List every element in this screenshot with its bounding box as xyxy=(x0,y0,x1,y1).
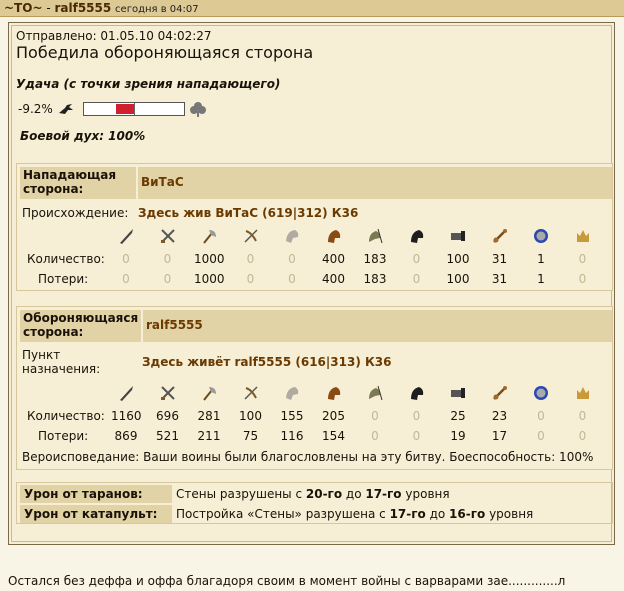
ram-damage-text: Стены разрушены с 20-го до 17-го уровня xyxy=(176,487,450,501)
attacker-origin-label: Происхождение: xyxy=(22,206,129,220)
mounted-archer-icon xyxy=(366,227,384,245)
attacker-counts-cell: 0 xyxy=(288,252,296,266)
light-cavalry-icon xyxy=(325,384,343,402)
damage-section xyxy=(16,482,613,524)
catapult-damage-label: Урон от катапульт: xyxy=(20,505,172,523)
faith-info: Вероисповедание: Ваши воины были благословлены на эту битву. Боеспособность: 100% xyxy=(22,450,594,464)
attacker-losses-cell: 31 xyxy=(491,272,508,286)
light-cavalry-icon xyxy=(325,227,343,245)
defender-losses-cell: 211 xyxy=(197,429,221,443)
defender-counts-cell: 25 xyxy=(450,409,466,423)
defender-counts-cell: 155 xyxy=(280,409,304,423)
defender-counts-cell: 23 xyxy=(491,409,508,423)
defender-counts-cell: 0 xyxy=(578,409,587,423)
catapult-damage-text: Постройка «Стены» разрушена с 17-го до 16-го уровня xyxy=(176,507,534,521)
sword-icon xyxy=(159,227,177,245)
attacker-counts-cell: 183 xyxy=(363,252,387,266)
defender-losses-cell: 17 xyxy=(491,429,508,443)
spy-icon xyxy=(283,227,301,245)
defender-origin-village[interactable]: Здесь живёт ralf5555 (616|313) К36 xyxy=(142,355,392,369)
ram-damage-label: Урон от таранов: xyxy=(20,485,172,503)
heavy-cavalry-icon xyxy=(408,384,426,402)
luck-value: -9.2% xyxy=(18,102,53,116)
noble-icon xyxy=(574,384,592,402)
defender-losses-cell: 154 xyxy=(322,429,345,443)
attacker-section xyxy=(16,163,613,291)
defender-counts-cell: 205 xyxy=(322,409,345,423)
attacker-counts-cell: 1000 xyxy=(194,252,225,266)
attacker-counts-cell: 1 xyxy=(537,252,545,266)
attacker-losses-cell: 100 xyxy=(446,272,470,286)
defender-losses-cell: 0 xyxy=(578,429,587,443)
defender-losses-cell: 0 xyxy=(537,429,545,443)
defender-losses-cell: 869 xyxy=(114,429,138,443)
defender-name[interactable]: ralf5555 xyxy=(143,310,612,342)
post-header xyxy=(0,0,624,17)
attacker-losses-cell: 1000 xyxy=(194,272,225,286)
defender-counts-cell: 0 xyxy=(412,409,421,423)
archer-icon xyxy=(242,384,260,402)
spear-icon xyxy=(117,384,135,402)
noble-icon xyxy=(574,227,592,245)
attacker-counts-cell: 100 xyxy=(446,252,470,266)
attacker-counts-cell: 0 xyxy=(578,252,587,266)
attacker-label: Нападающая сторона: xyxy=(20,167,136,199)
bad-luck-icon xyxy=(57,102,75,116)
knight-icon xyxy=(532,384,550,402)
attacker-losses-cell: 0 xyxy=(246,272,255,286)
mounted-archer-icon xyxy=(366,384,384,402)
luck-title: Удача (с точки зрения нападающего) xyxy=(16,77,281,91)
attacker-losses-cell: 0 xyxy=(163,272,172,286)
attacker-losses-cell: 0 xyxy=(288,272,296,286)
archer-icon xyxy=(242,227,260,245)
battle-report xyxy=(8,22,615,545)
attacker-counts-cell: 0 xyxy=(163,252,172,266)
luck-bar xyxy=(83,102,185,116)
attacker-count-label: Количество: xyxy=(27,252,105,266)
attacker-origin-village[interactable]: Здесь жив ВиТаС (619|312) К36 xyxy=(138,206,359,220)
defender-counts-cell: 696 xyxy=(156,409,179,423)
attacker-losses-cell: 0 xyxy=(578,272,587,286)
post-comment: Остался без деффа и оффа благадоря своим в момент войны с варварами зае.............л xyxy=(8,574,566,588)
attacker-counts-cell: 0 xyxy=(122,252,130,266)
knight-icon xyxy=(532,227,550,245)
defender-count-label: Количество: xyxy=(27,409,105,423)
sword-icon xyxy=(159,384,177,402)
luck-row xyxy=(18,101,207,117)
defender-losses-cell: 75 xyxy=(242,429,259,443)
defender-losses-cell: 0 xyxy=(412,429,421,443)
attacker-losses-cell: 400 xyxy=(322,272,345,286)
attacker-counts-cell: 0 xyxy=(412,252,421,266)
defender-counts-cell: 1160 xyxy=(111,409,142,423)
catapult-icon xyxy=(491,384,509,402)
axe-icon xyxy=(200,384,218,402)
defender-losses-cell: 0 xyxy=(371,429,379,443)
spy-icon xyxy=(283,384,301,402)
luck-bar-center xyxy=(134,103,135,115)
ram-icon xyxy=(449,384,467,402)
post-author[interactable]: ralf5555 xyxy=(54,1,112,15)
defender-losses-cell: 521 xyxy=(156,429,179,443)
defender-counts-cell: 100 xyxy=(239,409,262,423)
attacker-counts-cell: 400 xyxy=(322,252,345,266)
defender-losses-cell: 116 xyxy=(280,429,304,443)
axe-icon xyxy=(200,227,218,245)
catapult-icon xyxy=(491,227,509,245)
defender-loss-label: Потери: xyxy=(38,429,89,443)
topic-title[interactable]: ~ТО~ xyxy=(4,1,43,15)
defender-section xyxy=(16,306,613,470)
attacker-losses-cell: 183 xyxy=(363,272,387,286)
attacker-name[interactable]: ВиТаС xyxy=(138,167,612,199)
spear-icon xyxy=(117,227,135,245)
defender-counts-cell: 281 xyxy=(197,409,221,423)
attacker-loss-label: Потери: xyxy=(38,272,89,286)
defender-losses-cell: 19 xyxy=(450,429,466,443)
attacker-losses-cell: 1 xyxy=(537,272,545,286)
post-date: сегодня в 04:07 xyxy=(115,4,199,15)
attacker-counts-cell: 0 xyxy=(246,252,255,266)
ram-icon xyxy=(449,227,467,245)
defender-counts-cell: 0 xyxy=(371,409,379,423)
heavy-cavalry-icon xyxy=(408,227,426,245)
attacker-counts-cell: 31 xyxy=(491,252,508,266)
good-luck-icon xyxy=(189,101,207,117)
battle-result: Победила обороняющаяся сторона xyxy=(16,43,314,62)
sent-time: Отправлено: 01.05.10 04:02:27 xyxy=(16,29,212,43)
defender-label: Обороняющаяся сторона: xyxy=(20,310,141,342)
attacker-losses-cell: 0 xyxy=(122,272,130,286)
defender-origin-label: Пункт назначения: xyxy=(22,348,101,376)
attacker-losses-cell: 0 xyxy=(412,272,421,286)
defender-counts-cell: 0 xyxy=(537,409,545,423)
luck-bar-fill xyxy=(116,104,134,114)
header-separator: - xyxy=(42,1,55,15)
morale: Боевой дух: 100% xyxy=(20,129,146,143)
